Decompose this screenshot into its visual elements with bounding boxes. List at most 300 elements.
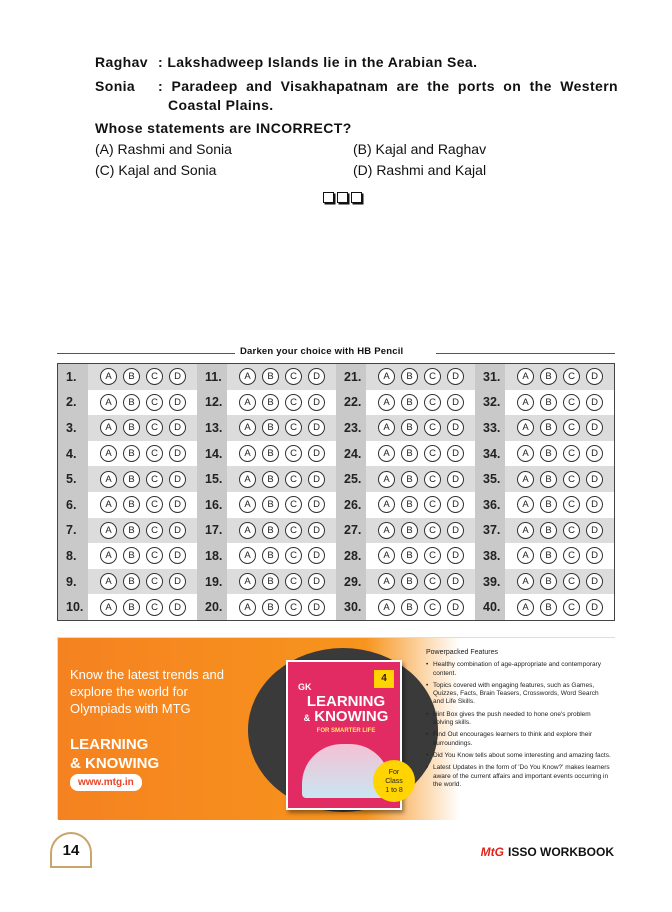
answer-bubble[interactable]: A [239, 599, 256, 616]
answer-bubble[interactable]: B [262, 419, 279, 436]
answer-bubbles [88, 594, 197, 620]
omr-question-cell [58, 441, 197, 467]
answer-bubble[interactable]: D [447, 599, 464, 616]
answer-bubble[interactable]: C [563, 445, 580, 462]
omr-caption: Darken your choice with HB Pencil [240, 346, 404, 357]
answer-bubbles [366, 415, 475, 441]
answer-bubble[interactable]: B [540, 445, 557, 462]
answer-bubble[interactable]: A [100, 547, 117, 564]
answer-bubble[interactable]: D [447, 368, 464, 385]
question-number: 29. [336, 569, 366, 595]
answer-bubbles [227, 390, 336, 416]
answer-bubbles [88, 543, 197, 569]
answer-bubbles [366, 569, 475, 595]
answer-bubble[interactable]: A [378, 419, 395, 436]
square-icon [337, 192, 348, 203]
page-number: 14 [50, 832, 92, 866]
omr-question-cell [58, 594, 197, 620]
question-number: 35. [475, 466, 505, 492]
question-number: 15. [197, 466, 227, 492]
answer-bubble[interactable]: D [586, 445, 603, 462]
question-number: 21. [336, 364, 366, 390]
omr-question-cell [475, 390, 614, 416]
answer-bubble[interactable]: C [146, 471, 163, 488]
answer-bubble[interactable]: D [447, 419, 464, 436]
question-number: 20. [197, 594, 227, 620]
answer-bubble[interactable]: C [146, 573, 163, 590]
feature-item: • Latest Updates in the form of 'Do You Know?' makes learners aware of the current affairs and important events occurring in the world. [426, 764, 611, 789]
answer-bubble[interactable]: A [100, 573, 117, 590]
answer-bubbles [227, 364, 336, 390]
omr-question-cell [58, 415, 197, 441]
answer-bubble[interactable]: D [169, 394, 186, 411]
answer-bubble[interactable]: C [146, 419, 163, 436]
answer-bubble[interactable]: D [447, 573, 464, 590]
answer-bubble[interactable]: C [563, 573, 580, 590]
answer-bubble[interactable]: D [308, 522, 325, 539]
answer-bubble[interactable]: A [517, 368, 534, 385]
question-number: 4. [58, 441, 88, 467]
answer-bubble[interactable]: C [563, 471, 580, 488]
answer-bubble[interactable]: B [262, 368, 279, 385]
question-number: 11. [197, 364, 227, 390]
answer-bubbles [505, 543, 614, 569]
answer-bubble[interactable]: C [424, 522, 441, 539]
question-number: 24. [336, 441, 366, 467]
question-number: 1. [58, 364, 88, 390]
mtg-logo: MtG [480, 845, 504, 859]
speaker-name: Sonia [95, 78, 136, 94]
answer-bubble[interactable]: D [586, 522, 603, 539]
answer-bubble[interactable]: A [239, 368, 256, 385]
answer-bubbles [88, 415, 197, 441]
answer-bubble[interactable]: C [424, 394, 441, 411]
answer-bubble[interactable]: B [123, 496, 140, 513]
answer-bubble[interactable]: A [239, 573, 256, 590]
omr-question-cell [475, 543, 614, 569]
answer-bubble[interactable]: C [146, 368, 163, 385]
class-range-badge: For Class 1 to 8 [373, 760, 415, 802]
square-icon [351, 192, 362, 203]
omr-question-cell [197, 594, 336, 620]
book-gk: GK [298, 682, 312, 692]
answer-bubbles [227, 569, 336, 595]
answer-bubble[interactable]: C [285, 394, 302, 411]
speaker-name: Raghav [95, 54, 148, 70]
question-number: 27. [336, 518, 366, 544]
answer-bubble[interactable]: A [239, 522, 256, 539]
omr-question-cell [475, 594, 614, 620]
answer-bubble[interactable]: C [285, 522, 302, 539]
answer-bubble[interactable]: A [378, 368, 395, 385]
answer-bubble[interactable]: A [378, 522, 395, 539]
statement-raghav [95, 54, 615, 72]
question-text: Whose statements are INCORRECT? [95, 120, 352, 136]
answer-bubble[interactable]: D [169, 573, 186, 590]
answer-bubbles [505, 364, 614, 390]
answer-bubble[interactable]: C [146, 547, 163, 564]
answer-bubble[interactable]: B [401, 419, 418, 436]
feature-item: • Find Out encourages learners to think and explore their surroundings. [426, 731, 611, 748]
answer-bubble[interactable]: C [285, 496, 302, 513]
answer-bubble[interactable]: A [517, 445, 534, 462]
promo-tagline: Know the latest trends and explore the world for Olympiads with MTG [70, 667, 224, 716]
answer-bubble[interactable]: D [169, 419, 186, 436]
answer-bubble[interactable]: D [447, 496, 464, 513]
answer-bubbles [505, 466, 614, 492]
answer-bubble[interactable]: A [239, 547, 256, 564]
answer-bubble[interactable]: D [447, 445, 464, 462]
answer-bubble[interactable]: A [378, 599, 395, 616]
answer-bubble[interactable]: A [100, 496, 117, 513]
omr-question-cell [58, 492, 197, 518]
answer-bubble[interactable]: C [424, 471, 441, 488]
answer-bubbles [88, 466, 197, 492]
answer-bubbles [227, 492, 336, 518]
answer-bubble[interactable]: D [169, 368, 186, 385]
answer-bubble[interactable]: C [285, 368, 302, 385]
answer-bubbles [366, 518, 475, 544]
answer-bubbles [227, 415, 336, 441]
answer-bubble[interactable]: A [517, 522, 534, 539]
answer-bubble[interactable]: C [146, 599, 163, 616]
answer-bubble[interactable]: A [378, 573, 395, 590]
answer-bubble[interactable]: A [517, 471, 534, 488]
answer-bubbles [366, 594, 475, 620]
omr-question-cell [58, 543, 197, 569]
statement-text-continued: Coastal Plains. [168, 97, 274, 113]
features-list [426, 649, 611, 793]
answer-bubble[interactable]: B [262, 445, 279, 462]
answer-bubble[interactable]: D [447, 547, 464, 564]
answer-bubble[interactable]: B [123, 419, 140, 436]
omr-question-cell [336, 569, 475, 595]
answer-bubble[interactable]: B [262, 573, 279, 590]
answer-bubble[interactable]: D [308, 547, 325, 564]
option-b: (B) Kajal and Raghav [353, 141, 487, 157]
answer-bubbles [227, 594, 336, 620]
answer-bubble[interactable]: B [401, 471, 418, 488]
answer-bubble[interactable]: C [146, 496, 163, 513]
question-number: 39. [475, 569, 505, 595]
answer-bubble[interactable]: D [586, 547, 603, 564]
answer-bubble[interactable]: A [378, 547, 395, 564]
omr-question-cell [336, 518, 475, 544]
answer-bubble[interactable]: A [517, 547, 534, 564]
answer-bubble[interactable]: D [169, 471, 186, 488]
omr-question-cell [475, 364, 614, 390]
omr-question-cell [336, 594, 475, 620]
answer-bubble[interactable]: D [586, 419, 603, 436]
answer-bubbles [227, 543, 336, 569]
answer-bubble[interactable]: A [378, 394, 395, 411]
answer-bubble[interactable]: A [517, 394, 534, 411]
question-number: 31. [475, 364, 505, 390]
answer-bubble[interactable]: A [517, 599, 534, 616]
omr-question-cell [197, 390, 336, 416]
question-number: 37. [475, 518, 505, 544]
square-icon [323, 192, 334, 203]
question-number: 30. [336, 594, 366, 620]
answer-bubble[interactable]: D [586, 394, 603, 411]
answer-bubbles [366, 492, 475, 518]
answer-bubble[interactable]: C [563, 394, 580, 411]
feature-item: • Did You Know tells about some interesting and amazing facts. [426, 752, 611, 760]
book-title: LEARNING & KNOWING [303, 693, 389, 725]
answer-bubbles [505, 415, 614, 441]
question-number: 26. [336, 492, 366, 518]
answer-bubble[interactable]: B [401, 522, 418, 539]
answer-bubbles [227, 466, 336, 492]
answer-bubble[interactable]: C [285, 599, 302, 616]
answer-bubble[interactable]: C [285, 573, 302, 590]
answer-bubble[interactable]: D [308, 419, 325, 436]
answer-bubble[interactable]: B [401, 599, 418, 616]
question-number: 40. [475, 594, 505, 620]
answer-bubbles [366, 441, 475, 467]
answer-bubble[interactable]: C [563, 368, 580, 385]
omr-question-cell [336, 441, 475, 467]
answer-bubble[interactable]: C [563, 522, 580, 539]
omr-question-cell [58, 466, 197, 492]
question-number: 13. [197, 415, 227, 441]
answer-bubble[interactable]: C [563, 496, 580, 513]
omr-question-cell [336, 390, 475, 416]
question-number: 32. [475, 390, 505, 416]
answer-bubbles [505, 594, 614, 620]
omr-question-cell [197, 364, 336, 390]
answer-bubble[interactable]: B [123, 547, 140, 564]
answer-bubble[interactable]: B [540, 573, 557, 590]
answer-bubble[interactable]: C [424, 419, 441, 436]
answer-bubble[interactable]: A [378, 445, 395, 462]
answer-bubble[interactable]: D [447, 394, 464, 411]
answer-bubble[interactable]: A [378, 496, 395, 513]
question-number: 6. [58, 492, 88, 518]
feature-item: • Hint Box gives the push needed to hone one's problem solving skills. [426, 711, 611, 728]
omr-question-cell [58, 364, 197, 390]
answer-bubble[interactable]: B [540, 394, 557, 411]
answer-bubble[interactable]: D [169, 522, 186, 539]
answer-bubble[interactable]: B [262, 394, 279, 411]
question-number: 5. [58, 466, 88, 492]
answer-bubble[interactable]: B [123, 471, 140, 488]
omr-question-cell [197, 518, 336, 544]
answer-bubble[interactable]: A [239, 445, 256, 462]
answer-bubble[interactable]: B [401, 394, 418, 411]
answer-bubble[interactable]: B [401, 496, 418, 513]
answer-bubble[interactable]: A [100, 419, 117, 436]
answer-bubble[interactable]: B [262, 547, 279, 564]
answer-bubble[interactable]: B [401, 445, 418, 462]
omr-question-cell [58, 569, 197, 595]
answer-bubble[interactable]: D [308, 573, 325, 590]
end-marker [323, 192, 362, 203]
statement-text: : Paradeep and Visakhapatnam are the ports on the Western [158, 78, 618, 94]
answer-bubble[interactable]: D [169, 547, 186, 564]
answer-bubble[interactable]: C [285, 445, 302, 462]
answer-bubble[interactable]: A [100, 368, 117, 385]
statement-text: : Lakshadweep Islands lie in the Arabian Sea. [158, 54, 478, 70]
promo-url-link[interactable]: www.mtg.in [70, 774, 142, 791]
omr-question-cell [197, 441, 336, 467]
answer-bubble[interactable]: D [447, 471, 464, 488]
answer-bubble[interactable]: C [563, 547, 580, 564]
promo-banner [57, 637, 615, 819]
omr-question-cell [336, 364, 475, 390]
answer-bubble[interactable]: C [424, 445, 441, 462]
option-a: (A) Rashmi and Sonia [95, 141, 232, 157]
answer-bubble[interactable]: B [540, 368, 557, 385]
answer-bubble[interactable]: B [540, 471, 557, 488]
answer-bubble[interactable]: D [586, 496, 603, 513]
answer-bubbles [366, 364, 475, 390]
answer-bubble[interactable]: B [540, 522, 557, 539]
omr-question-cell [475, 441, 614, 467]
question-number: 7. [58, 518, 88, 544]
answer-bubble[interactable]: C [424, 599, 441, 616]
workbook-title: ISSO WORKBOOK [507, 845, 614, 859]
answer-bubble[interactable]: D [586, 573, 603, 590]
answer-bubble[interactable]: B [401, 547, 418, 564]
answer-bubble[interactable]: B [401, 368, 418, 385]
answer-bubbles [505, 569, 614, 595]
omr-question-cell [197, 415, 336, 441]
answer-bubble[interactable]: C [146, 394, 163, 411]
answer-bubble[interactable]: D [308, 496, 325, 513]
answer-bubble[interactable]: C [563, 419, 580, 436]
answer-bubble[interactable]: D [586, 368, 603, 385]
answer-bubble[interactable]: C [563, 599, 580, 616]
promo-title-line2: & KNOWING [70, 755, 160, 772]
answer-bubbles [88, 364, 197, 390]
answer-bubble[interactable]: B [123, 394, 140, 411]
answer-bubbles [505, 518, 614, 544]
question-number: 36. [475, 492, 505, 518]
answer-bubble[interactable]: D [586, 599, 603, 616]
answer-bubble[interactable]: C [285, 471, 302, 488]
answer-bubble[interactable]: A [517, 419, 534, 436]
question-number: 28. [336, 543, 366, 569]
divider [57, 353, 235, 354]
feature-item: • Healthy combination of age-appropriate and contemporary content. [426, 661, 611, 678]
answer-bubble[interactable]: D [169, 599, 186, 616]
omr-question-cell [58, 390, 197, 416]
answer-bubble[interactable]: B [123, 368, 140, 385]
answer-bubble[interactable]: D [308, 445, 325, 462]
answer-bubble[interactable]: C [285, 547, 302, 564]
answer-bubble[interactable]: B [540, 419, 557, 436]
question-number: 33. [475, 415, 505, 441]
answer-bubble[interactable]: D [308, 471, 325, 488]
answer-bubble[interactable]: B [401, 573, 418, 590]
answer-bubble[interactable]: A [239, 471, 256, 488]
omr-question-cell [336, 415, 475, 441]
answer-bubble[interactable]: D [308, 368, 325, 385]
question-number: 34. [475, 441, 505, 467]
question-number: 16. [197, 492, 227, 518]
book-subtitle: FOR SMARTER LIFE [316, 728, 376, 734]
answer-bubble[interactable]: C [424, 496, 441, 513]
answer-bubble[interactable]: A [239, 496, 256, 513]
question-number: 18. [197, 543, 227, 569]
question-number: 23. [336, 415, 366, 441]
answer-bubble[interactable]: C [285, 419, 302, 436]
feature-item: • Topics covered with engaging features, such as Games, Quizzes, Facts, Brain Teasers, Crosswords, Word Search and Life Skills. [426, 682, 611, 707]
answer-bubble[interactable]: A [239, 419, 256, 436]
omr-question-cell [197, 492, 336, 518]
question-number: 3. [58, 415, 88, 441]
answer-bubble[interactable]: A [517, 496, 534, 513]
answer-bubble[interactable]: D [169, 496, 186, 513]
answer-bubble[interactable]: B [123, 599, 140, 616]
option-d: (D) Rashmi and Kajal [353, 162, 487, 178]
features-title: Powerpacked Features [426, 649, 498, 656]
page-number-underline [50, 866, 92, 868]
answer-bubble[interactable]: B [123, 573, 140, 590]
answer-bubbles [366, 466, 475, 492]
footer-brand [481, 845, 614, 859]
answer-bubble[interactable]: A [239, 394, 256, 411]
answer-bubble[interactable]: D [447, 522, 464, 539]
answer-bubble[interactable]: C [424, 368, 441, 385]
answer-bubble[interactable]: B [540, 599, 557, 616]
answer-bubble[interactable]: B [262, 496, 279, 513]
answer-bubble[interactable]: D [308, 599, 325, 616]
answer-bubble[interactable]: C [424, 547, 441, 564]
answer-bubble[interactable]: A [100, 445, 117, 462]
answer-bubble[interactable]: D [586, 471, 603, 488]
question-number: 9. [58, 569, 88, 595]
omr-question-cell [336, 543, 475, 569]
answer-bubble[interactable]: A [100, 599, 117, 616]
question-number: 17. [197, 518, 227, 544]
answer-bubble[interactable]: D [169, 445, 186, 462]
answer-bubble[interactable]: C [424, 573, 441, 590]
answer-bubble[interactable]: A [100, 471, 117, 488]
question-number: 22. [336, 390, 366, 416]
answer-bubbles [505, 390, 614, 416]
answer-bubbles [505, 441, 614, 467]
answer-bubble[interactable]: C [146, 522, 163, 539]
answer-bubble[interactable]: A [100, 522, 117, 539]
question-number: 10. [58, 594, 88, 620]
answer-bubble[interactable]: C [146, 445, 163, 462]
answer-bubbles [366, 543, 475, 569]
option-c: (C) Kajal and Sonia [95, 162, 217, 178]
class-badge: 4 [374, 670, 394, 688]
answer-bubbles [88, 518, 197, 544]
question-number: 38. [475, 543, 505, 569]
answer-bubble[interactable]: B [262, 599, 279, 616]
answer-bubble[interactable]: A [517, 573, 534, 590]
omr-question-cell [336, 466, 475, 492]
answer-bubble[interactable]: B [123, 522, 140, 539]
answer-bubbles [88, 390, 197, 416]
answer-bubbles [88, 569, 197, 595]
answer-bubble[interactable]: B [262, 471, 279, 488]
answer-bubble[interactable]: D [308, 394, 325, 411]
question-number: 2. [58, 390, 88, 416]
answer-bubble[interactable]: B [262, 522, 279, 539]
answer-bubble[interactable]: A [100, 394, 117, 411]
omr-question-cell [475, 466, 614, 492]
answer-bubbles [88, 492, 197, 518]
answer-bubble[interactable]: B [540, 496, 557, 513]
answer-bubble[interactable]: A [378, 471, 395, 488]
answer-bubble[interactable]: B [540, 547, 557, 564]
answer-bubble[interactable]: B [123, 445, 140, 462]
